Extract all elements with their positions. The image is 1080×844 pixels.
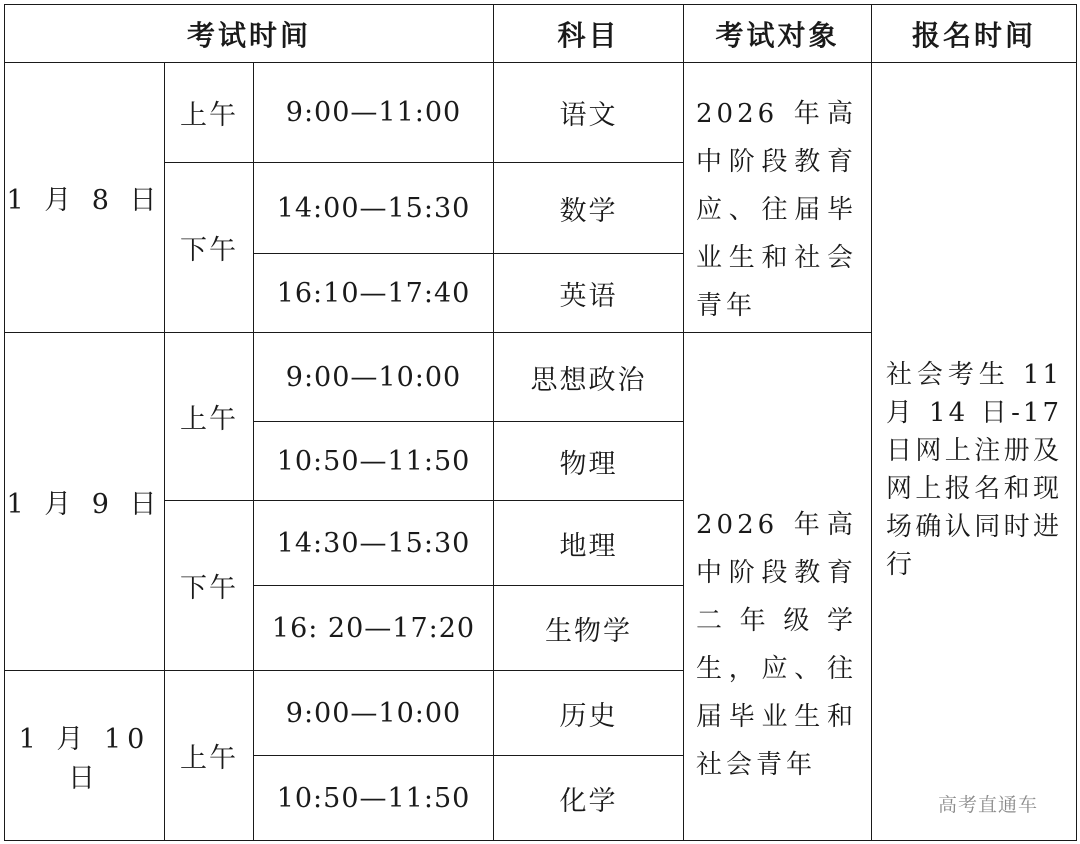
signup-cell xyxy=(872,63,1077,841)
target-cell xyxy=(684,333,872,841)
date-cell: 1 月 9 日 xyxy=(5,333,165,671)
subject-cell: 地理 xyxy=(494,501,684,586)
time-cell: 14:30—15:30 xyxy=(254,501,494,586)
header-exam-time: 考试时间 xyxy=(5,5,494,63)
header-signup-time: 报名时间 xyxy=(872,5,1077,63)
date-cell: 1 月 10 日 xyxy=(5,671,165,841)
signup-text: 社会考生 11 月 14 日-17 日网上注册及网上报名和现场确认同时进行 xyxy=(886,360,1062,580)
time-cell: 10:50—11:50 xyxy=(254,422,494,501)
time-cell: 16: 20—17:20 xyxy=(254,586,494,671)
period-cell: 下午 xyxy=(165,501,254,671)
exam-schedule-sheet xyxy=(4,4,1076,840)
header-subject: 科目 xyxy=(494,5,684,63)
period-cell: 上午 xyxy=(165,63,254,163)
header-target: 考试对象 xyxy=(684,5,872,63)
subject-cell: 思想政治 xyxy=(494,333,684,422)
date-cell: 1 月 8 日 xyxy=(5,63,165,333)
period-cell: 上午 xyxy=(165,671,254,841)
target-cell xyxy=(684,63,872,333)
time-cell: 9:00—11:00 xyxy=(254,63,494,163)
subject-cell: 化学 xyxy=(494,756,684,841)
time-cell: 10:50—11:50 xyxy=(254,756,494,841)
time-cell: 9:00—10:00 xyxy=(254,333,494,422)
subject-cell: 历史 xyxy=(494,671,684,756)
subject-cell: 英语 xyxy=(494,254,684,333)
subject-cell: 生物学 xyxy=(494,586,684,671)
period-cell: 下午 xyxy=(165,163,254,333)
subject-cell: 语文 xyxy=(494,63,684,163)
watermark-text: 高考直通车 xyxy=(938,794,1039,816)
table-row xyxy=(5,63,1077,163)
exam-schedule-table xyxy=(4,4,1077,841)
time-cell: 14:00—15:30 xyxy=(254,163,494,254)
time-cell: 9:00—10:00 xyxy=(254,671,494,756)
time-cell: 16:10—17:40 xyxy=(254,254,494,333)
header-row xyxy=(5,5,1077,63)
subject-cell: 数学 xyxy=(494,163,684,254)
target-text: 2026 年高中阶段教育二年级学生，应、往届毕业生和社会青年 xyxy=(696,509,857,780)
subject-cell: 物理 xyxy=(494,422,684,501)
period-cell: 上午 xyxy=(165,333,254,501)
target-text: 2026 年高中阶段教育应、往届毕业生和社会青年 xyxy=(696,98,857,321)
